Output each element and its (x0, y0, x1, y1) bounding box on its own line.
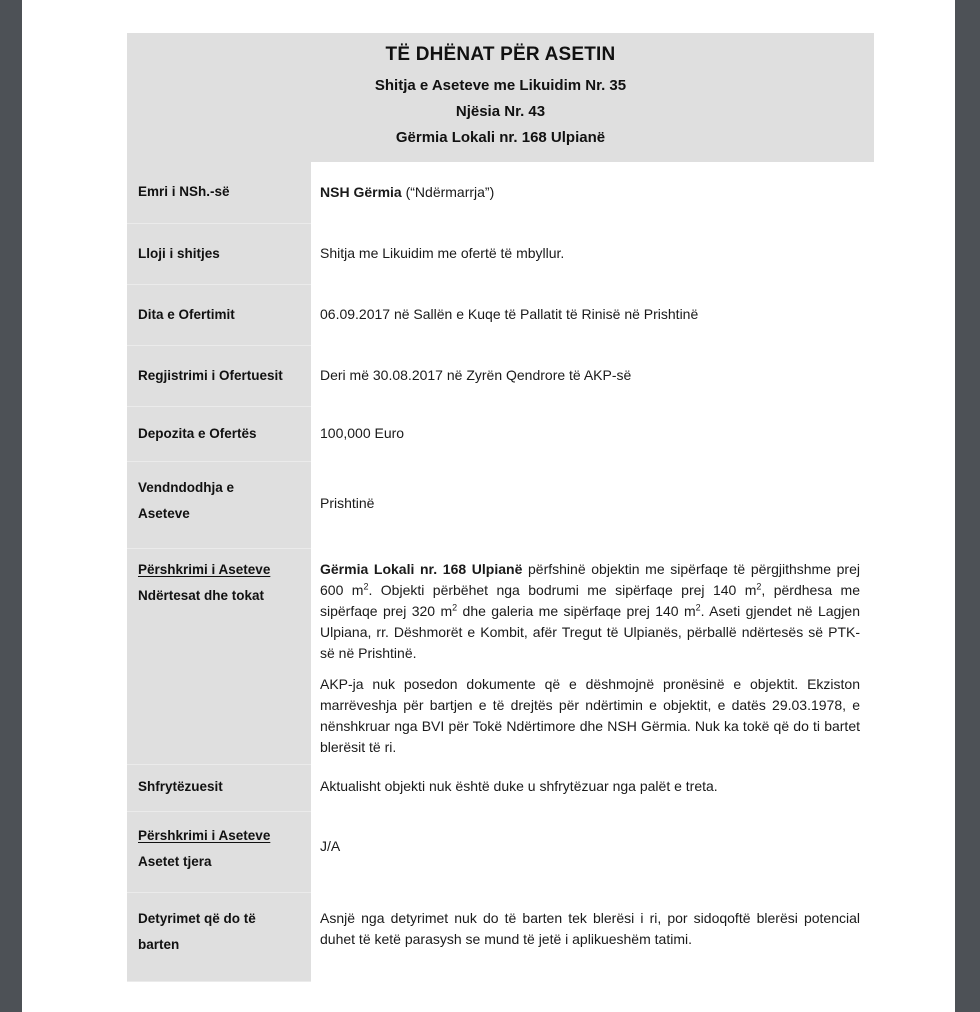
table-row-location (127, 461, 874, 548)
table-row-deposit (127, 406, 874, 461)
value-cell-users (311, 764, 874, 811)
value-description-seg-e: . Aseti gjendet në Lagjen Ulpiana, rr. Dëshmorët e Kombit, afër Tregut të Ulpianës, përballë ndërtesës së PTK-së në Prishtinë. (320, 603, 860, 662)
page-title: TË DHËNAT PËR ASETIN (385, 44, 616, 65)
header-subtitle-sale: Shitja e Aseteve me Likuidim Nr. 35 (374, 76, 627, 94)
value-description-paragraph-2: AKP-ja nuk posedon dokumente që e dëshmojnë pronësinë e objektit. Ekziston marrëveshja për bartjen e të drejtës për ndërtimin e objektit, e datës 29.03.1978, e nënshkruar nga BVI për Tokë Ndërtimore dhe NSH Gërmia. Nuk ka tokë që do ti bartet blerësit të ri. (320, 676, 860, 756)
value-cell-obligations (311, 892, 874, 981)
label-bid-day: Dita e Ofertimit (138, 306, 235, 322)
value-bid-day: 06.09.2017 në Sallën e Kuqe të Pallatit të Rinisë në Prishtinë (320, 306, 699, 322)
label-cell-sale-type (127, 223, 311, 284)
label-obligations-line1: Detyrimet që do të (138, 910, 256, 926)
value-description-seg-b: . Objekti përbëhet nga bodrumi me sipërfaqe prej 140 m (368, 582, 757, 599)
value-cell-location (311, 461, 874, 548)
value-description-asset-name: Gërmia Lokali nr. 168 Ulpianë (320, 561, 523, 578)
superscript-square-3: 2 (452, 602, 458, 613)
header-subtitle-asset: Gërmia Lokali nr. 168 Ulpianë (395, 129, 606, 147)
value-description-seg-d: dhe galeria me sipërfaqe prej 140 m (457, 603, 696, 620)
value-other-assets: J/A (320, 838, 341, 855)
value-company-suffix: (“Ndërmarrja”) (401, 184, 495, 200)
table-row-company (127, 162, 874, 223)
header-subtitle-unit: Njësia Nr. 43 (455, 103, 546, 121)
label-description-assets-heading: Përshkrimi i Aseteve (138, 561, 271, 577)
label-other-assets-sub: Asetet tjera (138, 854, 212, 870)
label-cell-company (127, 162, 311, 223)
label-location-line1: Vendndodhja e (138, 479, 235, 495)
label-users: Shfrytëzuesit (138, 778, 223, 794)
value-cell-other-assets (311, 811, 874, 892)
value-company-bold: NSH Gërmia (320, 184, 402, 200)
table-row-sale-type (127, 223, 874, 284)
value-cell-sale-type (311, 223, 874, 284)
asset-details-table (127, 162, 874, 982)
value-company-name (320, 182, 860, 203)
label-bidder-registration: Regjistrimi i Ofertuesit (138, 367, 283, 383)
label-company-name: Emri i NSh.-së (138, 184, 230, 199)
label-cell-users (127, 764, 311, 811)
value-cell-company (311, 162, 874, 223)
label-description-assets-sub: Ndërtesat dhe tokat (138, 588, 265, 604)
superscript-square-4: 2 (695, 602, 701, 613)
value-description-seg-c: , përdhesa me sipërfaqe prej 320 m (320, 582, 860, 620)
label-cell-bidder-registration (127, 345, 311, 406)
value-bidder-registration: Deri më 30.08.2017 në Zyrën Qendrore të AKP-së (320, 367, 632, 383)
label-location-line2: Aseteve (138, 506, 190, 522)
label-deposit: Depozita e Ofertës (138, 425, 257, 441)
label-cell-other-assets (127, 811, 311, 892)
value-deposit: 100,000 Euro (320, 425, 405, 441)
table-row-users (127, 764, 874, 811)
label-cell-description-assets (127, 548, 311, 764)
table-row-other-assets (127, 811, 874, 892)
value-sale-type: Shitja me Likuidim me ofertë të mbyllur. (320, 245, 565, 261)
superscript-square-1: 2 (363, 581, 369, 592)
value-description-seg-a: përfshinë objektin me sipërfaqe të përgjithshme prej 600 m (320, 561, 860, 599)
value-cell-bidder-registration (311, 345, 874, 406)
table-row-obligations (127, 892, 874, 981)
table-row-bid-day (127, 284, 874, 345)
value-obligations: Asnjë nga detyrimet nuk do të barten tek blerësi i ri, por sidoqoftë blerësi potencial duhet të ketë parasysh se mund të jetë i aplikueshëm tatimi. (320, 910, 860, 948)
table-row-bidder-registration (127, 345, 874, 406)
table-row-description-assets (127, 548, 874, 764)
document-header-block (127, 33, 874, 162)
value-location: Prishtinë (320, 495, 375, 511)
document-page (22, 0, 955, 1012)
superscript-square-2: 2 (756, 581, 762, 592)
value-description-paragraph-1 (320, 559, 860, 664)
label-cell-deposit (127, 406, 311, 461)
label-sale-type: Lloji i shitjes (138, 245, 220, 261)
label-other-assets-heading: Përshkrimi i Aseteve (138, 827, 271, 843)
value-users: Aktualisht objekti nuk është duke u shfrytëzuar nga palët e treta. (320, 778, 718, 795)
label-obligations-line2: barten (138, 937, 180, 953)
value-cell-deposit (311, 406, 874, 461)
value-cell-description-assets (311, 548, 874, 764)
label-cell-bid-day (127, 284, 311, 345)
label-cell-obligations (127, 892, 311, 981)
value-cell-bid-day (311, 284, 874, 345)
label-cell-location (127, 461, 311, 548)
